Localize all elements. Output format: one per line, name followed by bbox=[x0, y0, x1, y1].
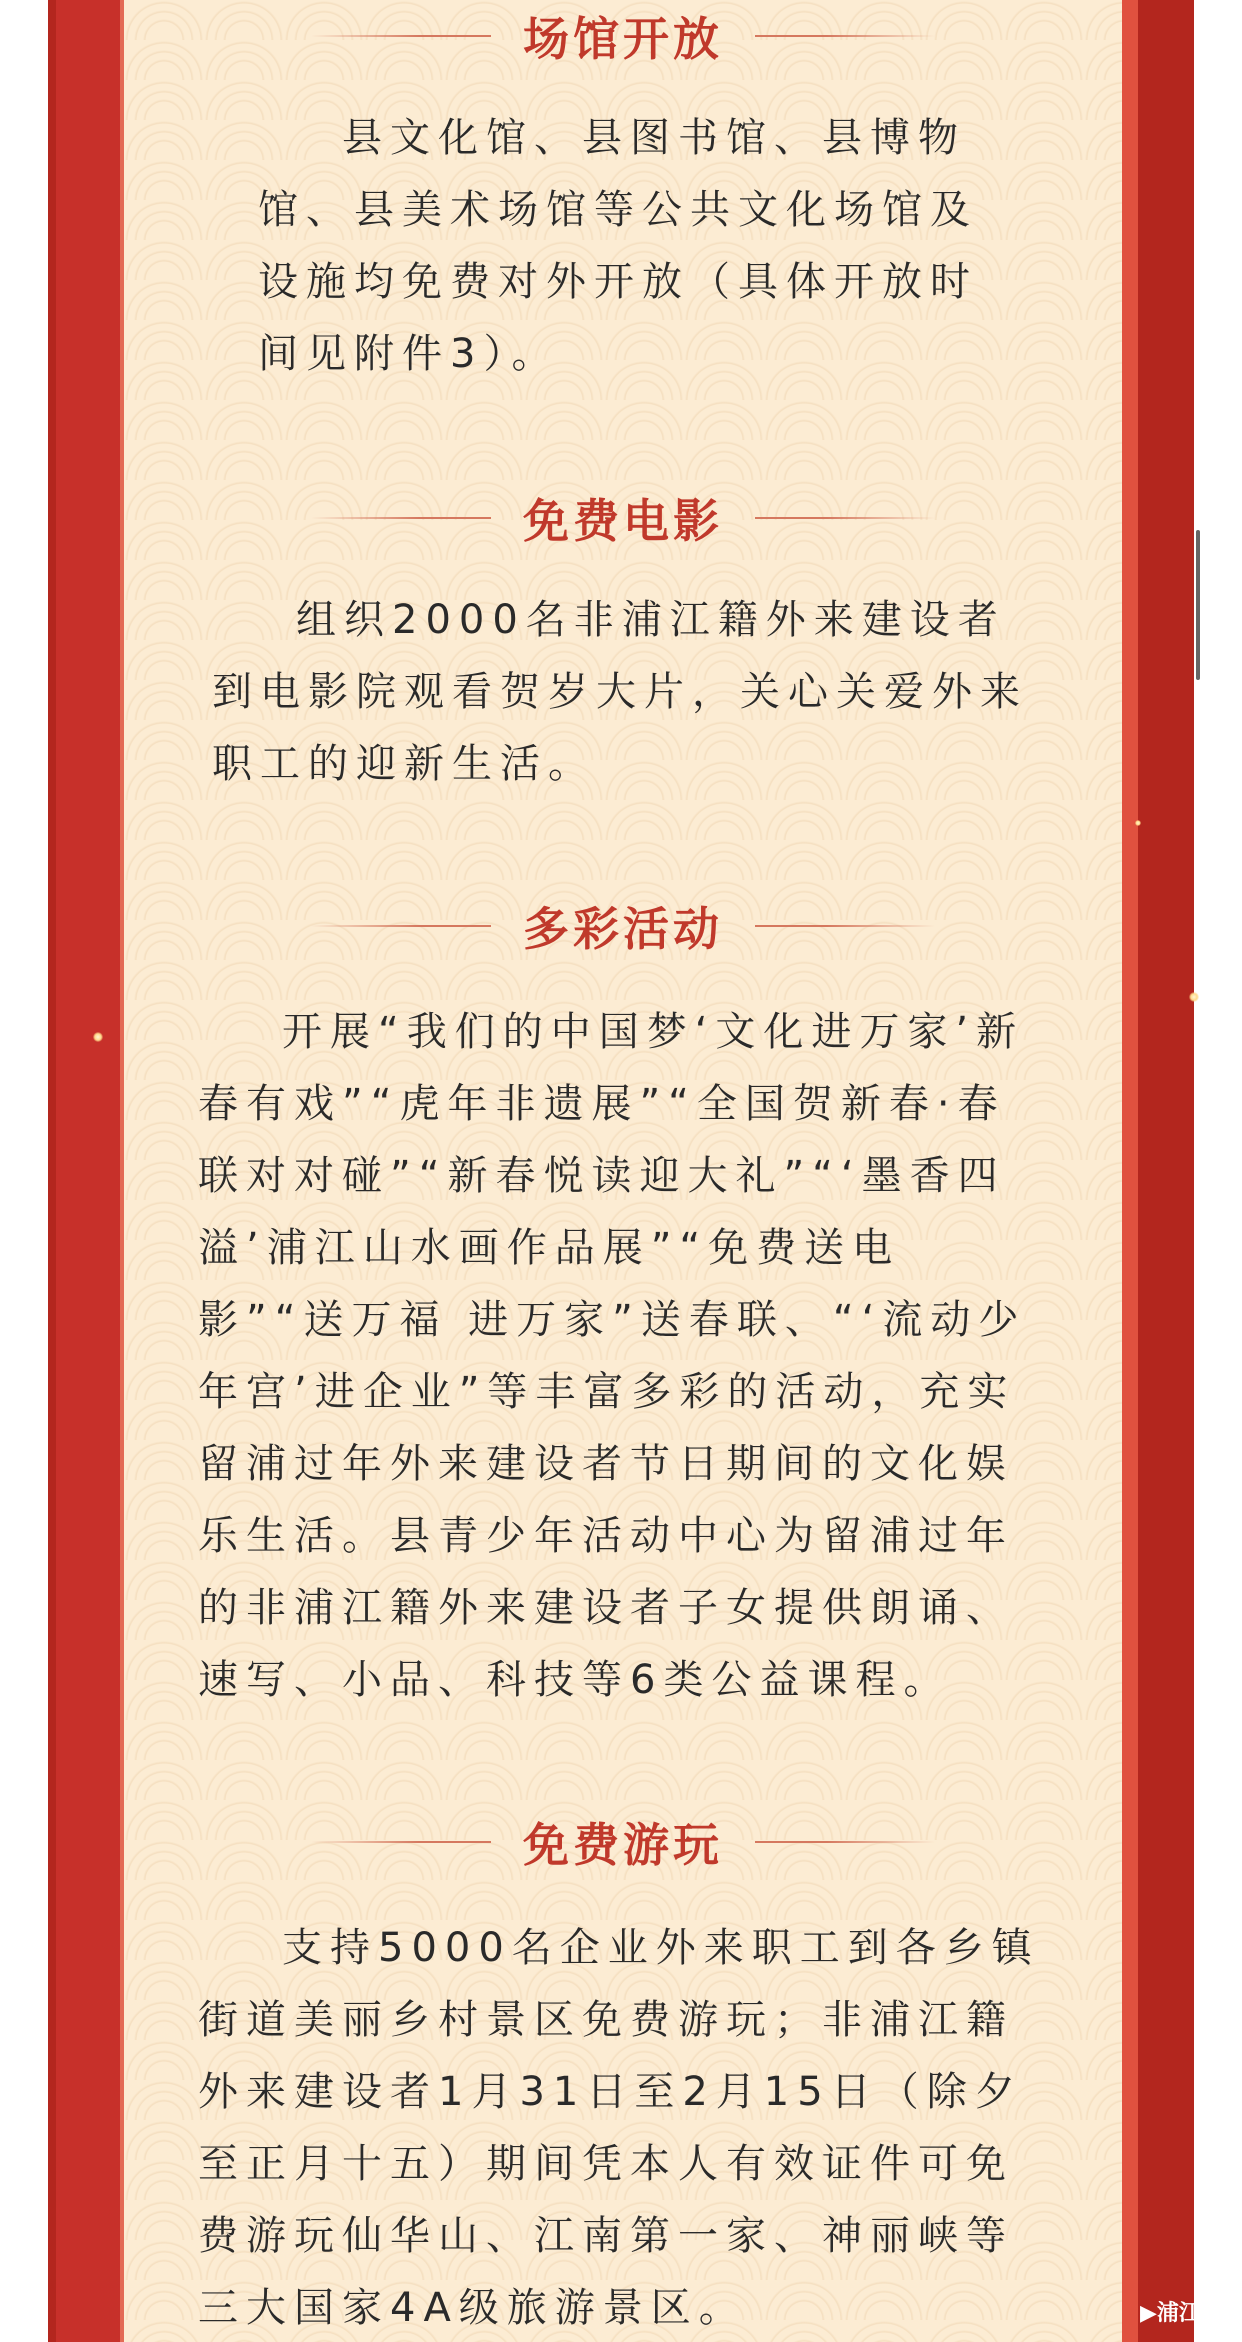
section-title-text: 免费游玩 bbox=[523, 1818, 723, 1872]
title-divider-left bbox=[311, 925, 491, 927]
title-divider-right bbox=[755, 517, 935, 519]
section-title-text: 多彩活动 bbox=[523, 902, 723, 956]
source-watermark: ▶浦江 bbox=[1140, 2301, 1201, 2326]
section-title-activities bbox=[124, 896, 1122, 956]
section-paragraph-venues: 县文化馆、县图书馆、县博物馆、县美术场馆等公共文化场馆及设施均免费对外开放（具体开放时间见附件3）。 bbox=[258, 115, 978, 377]
title-divider-right bbox=[755, 35, 935, 37]
section-title-free-tour bbox=[124, 1812, 1122, 1872]
right-red-rail bbox=[1122, 0, 1138, 2342]
title-divider-left bbox=[311, 517, 491, 519]
section-paragraph-free-tour: 支持5000名企业外来职工到各乡镇街道美丽乡村景区免费游玩；非浦江籍外来建设者1月31日至2月15日（除夕至正月十五）期间凭本人有效证件可免费游玩仙华山、江南第一家、神丽峡等三大国家4A级旅游景区。 bbox=[198, 1925, 1040, 2331]
section-paragraph-free-movie: 组织2000名非浦江籍外来建设者到电影院观看贺岁大片，关心关爱外来职工的迎新生活。 bbox=[212, 597, 1028, 787]
section-title-text: 场馆开放 bbox=[523, 12, 723, 66]
title-divider-right bbox=[755, 1841, 935, 1843]
title-divider-left bbox=[311, 1841, 491, 1843]
section-title-text: 免费电影 bbox=[523, 494, 723, 548]
sparkle-decoration bbox=[93, 1032, 103, 1042]
section-title-venues bbox=[124, 6, 1122, 66]
title-divider-right bbox=[755, 925, 935, 927]
section-paragraph-activities: 开展“我们的中国梦‘文化进万家’新春有戏”“虎年非遗展”“全国贺新春·春联对对碰”“新春悦读迎大礼”“‘墨香四溢’浦江山水画作品展”“免费送电影”“送万福 进万家”送春联、“‘流动少年宫’进企业”等丰富多彩的活动，充实留浦过年外来建设者节日期间的文化娱乐生活。县青少年活动中心为留浦过年的非浦江籍外来建设者子女提供朗诵、速写、小品、科技等6类公益课程。 bbox=[198, 1009, 1027, 1703]
title-divider-left bbox=[311, 35, 491, 37]
section-title-free-movie bbox=[124, 488, 1122, 548]
sparkle-decoration bbox=[1135, 820, 1141, 826]
left-red-rail bbox=[56, 0, 124, 2342]
scrollbar-thumb[interactable] bbox=[1196, 530, 1200, 680]
sparkle-decoration bbox=[1189, 992, 1199, 1002]
